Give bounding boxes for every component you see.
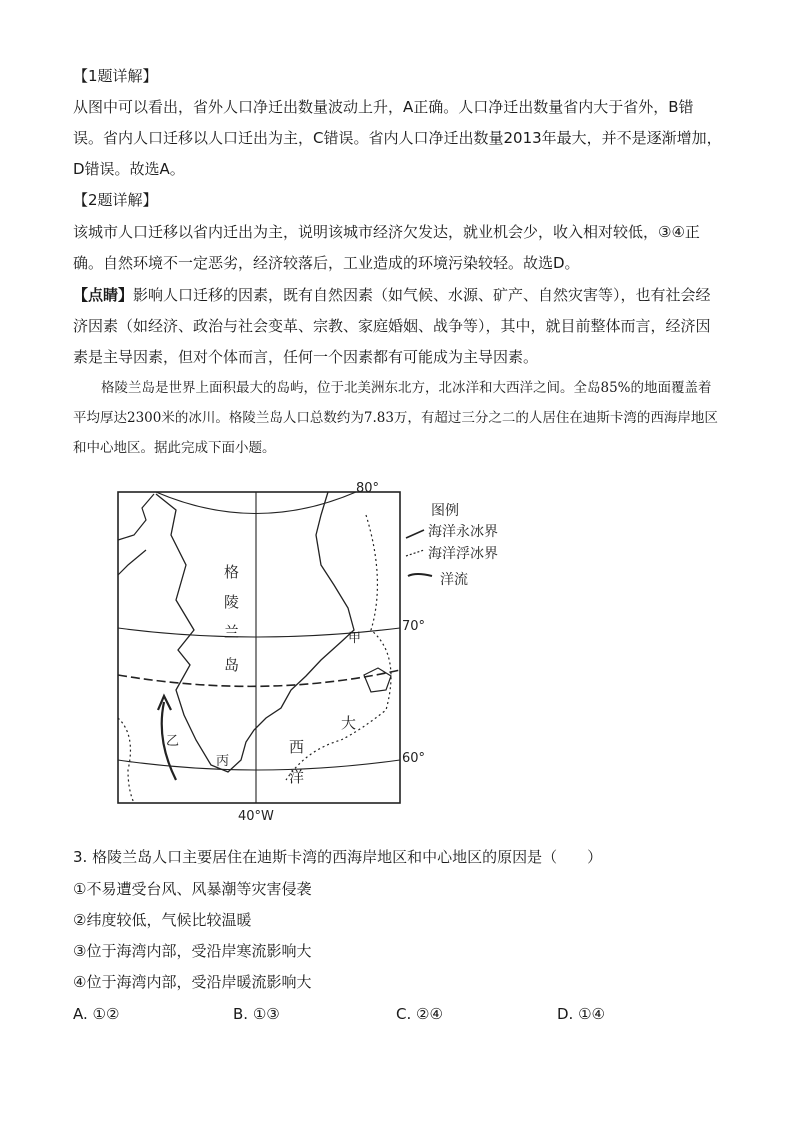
legend-perm-ice-label: 海洋永冰界: [428, 524, 498, 540]
tip-text: 影响人口迁移的因素，既有自然因素（如气候、水源、矿产、自然灾害等），也有社会经济因素（如经济、政治与社会变革、宗教、家庭婚姻、战争等），其中，就目前整体而言，经济因素是主导因素，但对个体而言，任何一个因素都有可能成为主导因素。: [73, 286, 711, 366]
perm-ice-boundary: [118, 670, 400, 686]
label-atlantic-2: 西: [289, 738, 305, 756]
label-greenland-3: 兰: [224, 623, 240, 641]
q3-option-b[interactable]: B. ①③: [233, 1005, 280, 1023]
map-frame: [118, 492, 400, 803]
greenland-coastline: [156, 492, 357, 772]
q1-explanation-text: 从图中可以看出，省外人口净迁出数量波动上升，A正确。人口净迁出数量省内大于省外，B错误。省内人口迁移以人口迁出为主，C错误。省内人口净迁出数量2013年最大，并不是逐渐增加，D错误。故选A。: [73, 98, 722, 178]
greenland-map: [116, 480, 516, 825]
parallel-60: [118, 760, 400, 770]
q3-option-d[interactable]: D. ①④: [557, 1005, 605, 1023]
legend-title: 图例: [431, 503, 459, 519]
label-lat-70: 70°: [402, 619, 426, 634]
q3-option-a[interactable]: A. ①②: [73, 1005, 120, 1023]
q3-statement-1: ①不易遭受台风、风暴潮等灾害侵袭: [73, 880, 312, 898]
label-lon-40w: 40°W: [238, 809, 274, 824]
q2-explanation-text: 该城市人口迁移以省内迁出为主，说明该城市经济欠发达，就业机会少，收入相对较低，③④正确。自然环境不一定恶劣，经济较落后，工业造成的环境污染较轻。故选D。: [73, 223, 700, 272]
label-yi: 乙: [166, 734, 180, 749]
q3-stem: 3. 格陵兰岛人口主要居住在迪斯卡湾的西海岸地区和中心地区的原因是（ ）: [73, 848, 603, 866]
iceland-shape: [364, 668, 391, 692]
label-atlantic-3: 洋: [289, 768, 305, 786]
baffin-coast: [118, 550, 146, 575]
label-lat-80: 80°: [356, 481, 380, 496]
q3-statement-4: ④位于海湾内部，受沿岸暖流影响大: [73, 973, 312, 991]
greenland-intro: 格陵兰岛是世界上面积最大的岛屿，位于北美洲东北方，北冰洋和大西洋之间。全岛85%的地面覆盖着平均厚达2300米的冰川。格陵兰岛人口总数约为7.83万，有超过三分之二的人居住在迪斯卡湾的西海岸地区和中心地区。据此完成下面小题。: [73, 380, 718, 456]
q3-statement-2: ②纬度较低，气候比较温暖: [73, 911, 252, 929]
label-jia: 甲: [348, 631, 362, 646]
q2-explanation-title: 【2题详解】: [73, 191, 158, 209]
q3-statement-3: ③位于海湾内部，受沿岸寒流影响大: [73, 942, 312, 960]
legend-perm-ice-swatch: [406, 530, 424, 538]
canada-coast: [118, 494, 154, 540]
q1-explanation-title: 【1题详解】: [73, 67, 158, 85]
label-atlantic-1: 大: [341, 714, 357, 732]
legend-float-ice-label: 海洋浮冰界: [428, 546, 498, 562]
label-greenland-1: 格: [224, 563, 240, 581]
label-lat-60: 60°: [402, 751, 426, 766]
q3-option-c[interactable]: C. ②④: [396, 1005, 443, 1023]
legend-current-label: 洋流: [440, 572, 468, 588]
label-bing: 丙: [216, 754, 230, 769]
label-greenland-4: 岛: [224, 656, 240, 674]
tip-block: [73, 280, 723, 373]
label-greenland-2: 陵: [224, 593, 240, 611]
legend-current-swatch: [408, 574, 432, 576]
tip-label: 【点睛】: [73, 286, 134, 304]
legend-float-ice-swatch: [406, 550, 424, 556]
